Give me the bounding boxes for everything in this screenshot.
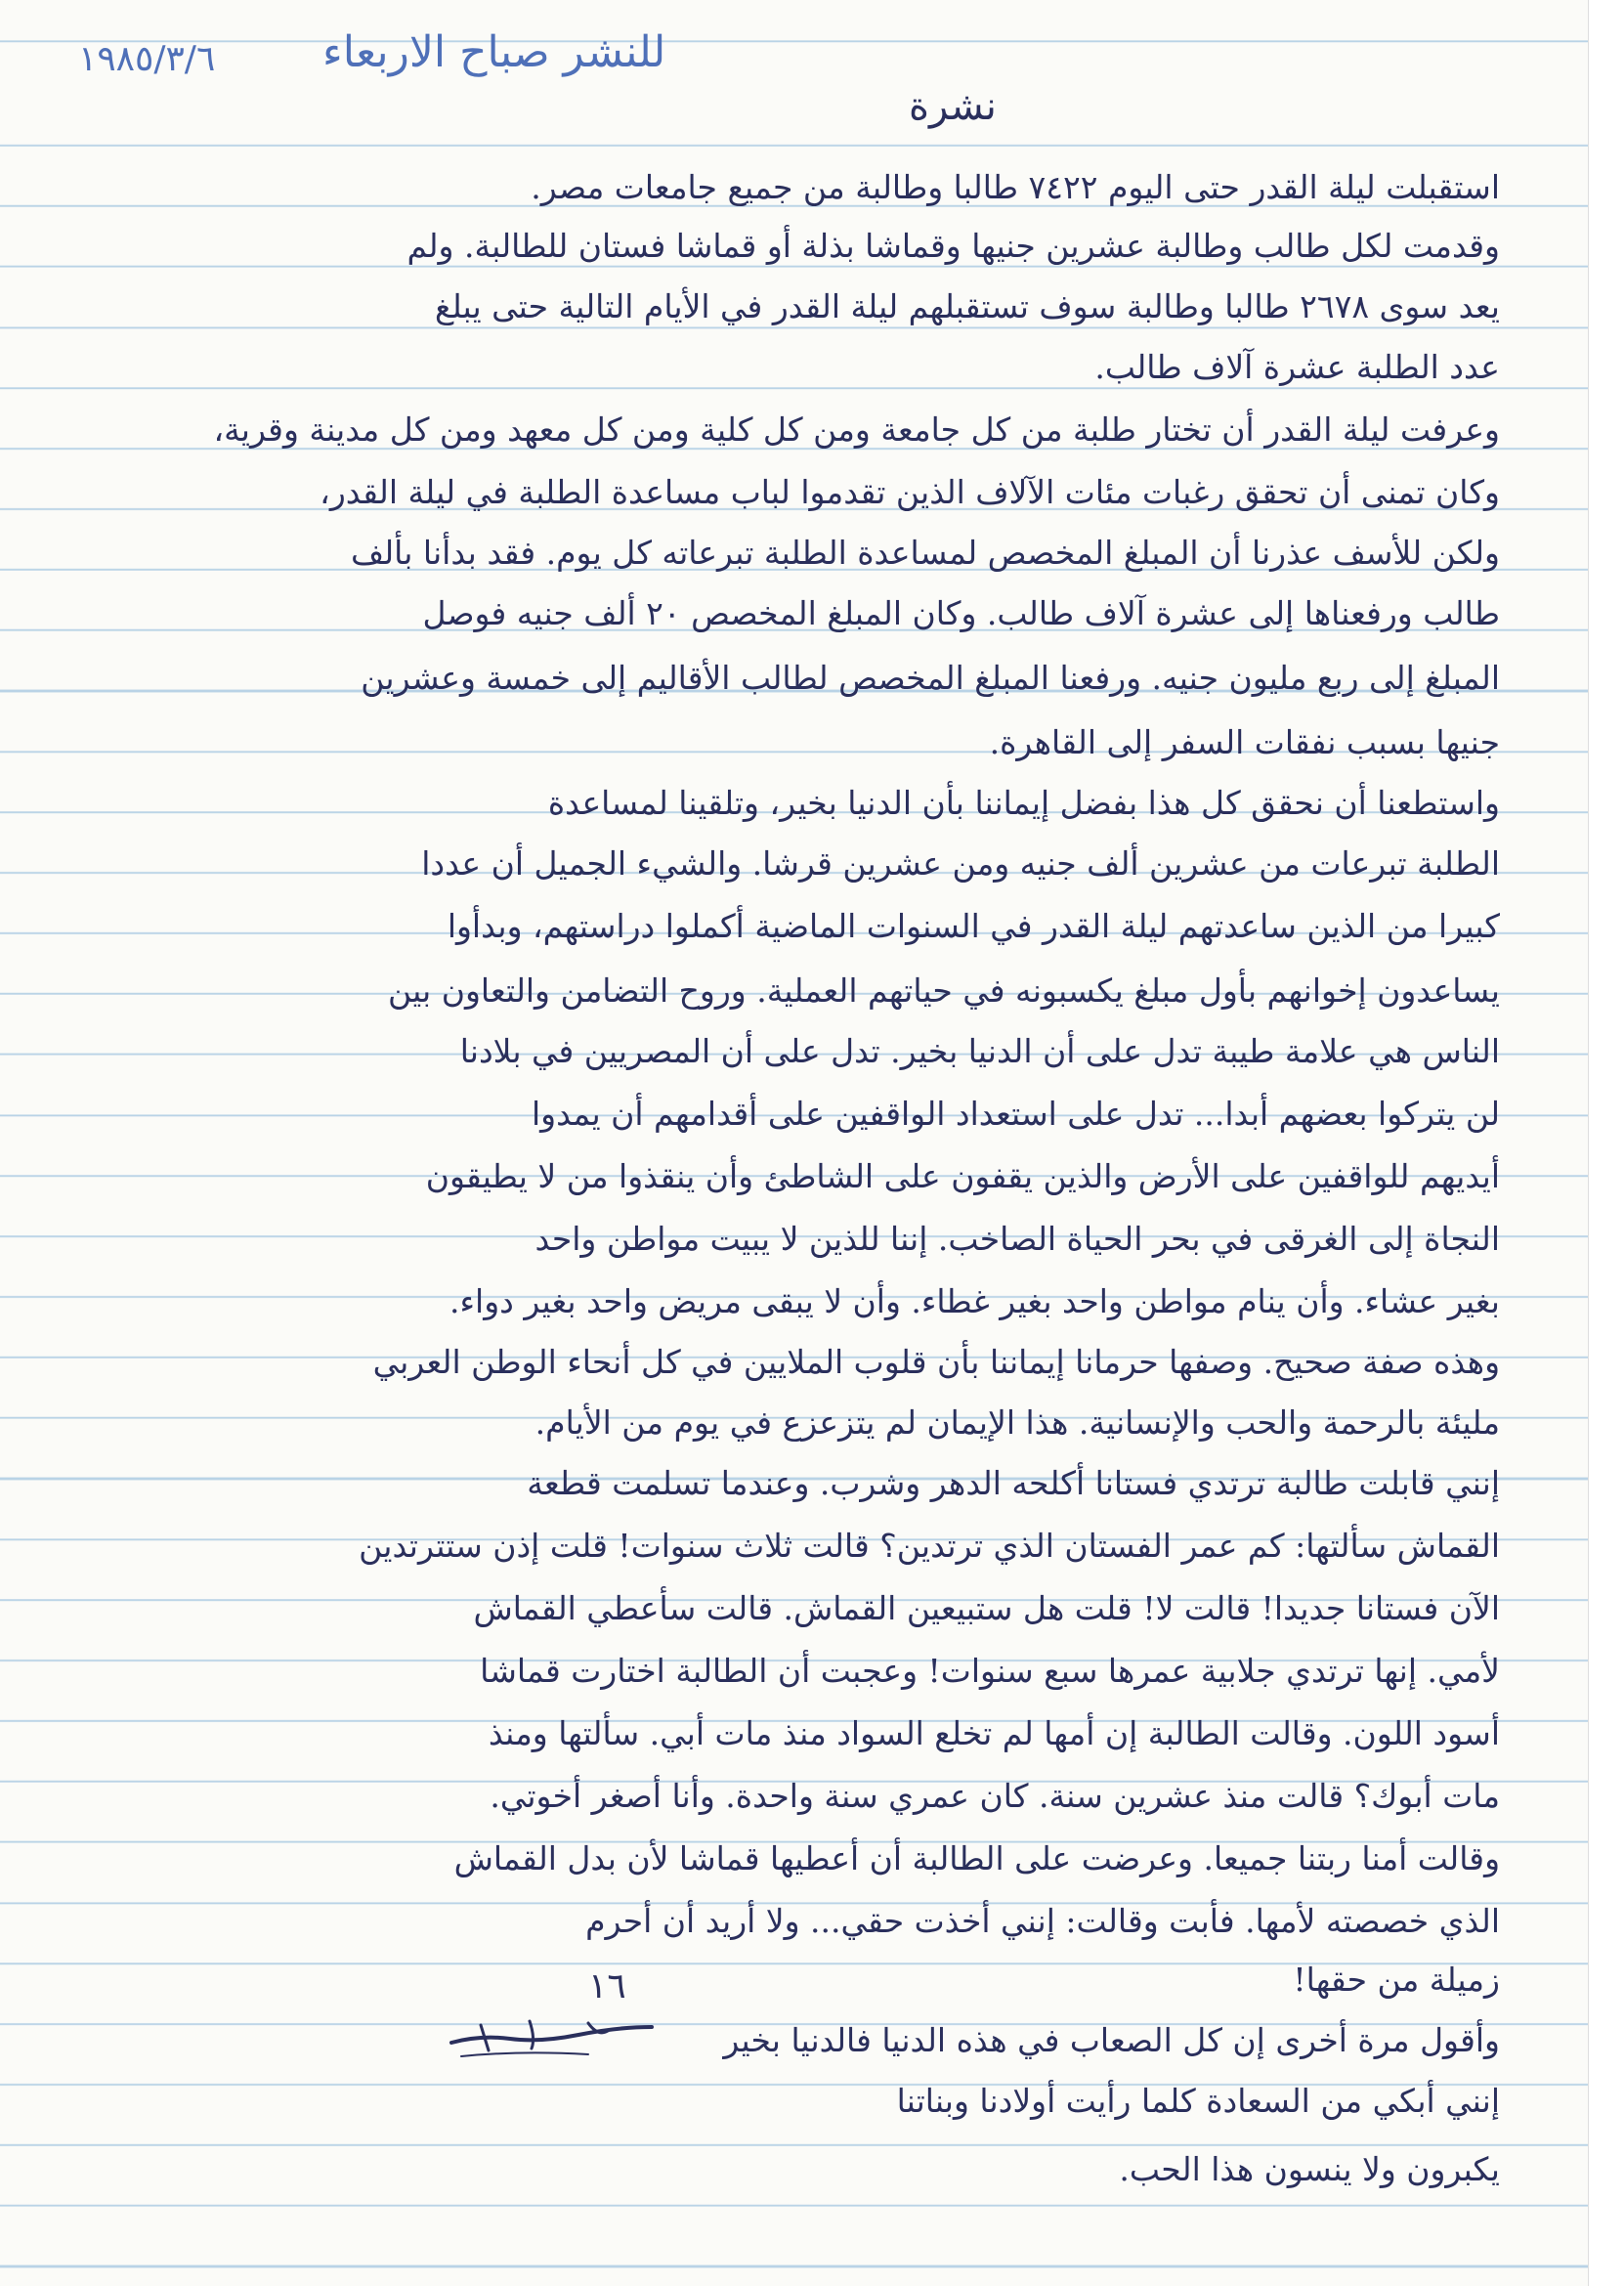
text-line: الناس هي علامة طيبة تدل على أن الدنيا بخير. تدل على أن المصريين في بلادنا	[459, 1032, 1500, 1070]
text-line: وعرفت ليلة القدر أن تختار طلبة من كل جامعة ومن كل كلية ومن كل معهد ومن كل مدينة وقرية،	[213, 410, 1500, 449]
signature-mark: ١٦	[588, 1966, 626, 2006]
text-line: مات أبوك؟ قالت منذ عشرين سنة. كان عمري سنة واحدة. وأنا أصغر أخوتي.	[490, 1777, 1500, 1815]
text-line: وأقول مرة أخرى إن كل الصعاب في هذه الدنيا فالدنيا بخير	[723, 2021, 1500, 2059]
text-line: يساعدون إخوانهم بأول مبلغ يكسبونه في حياتهم العملية. وروح التضامن والتعاون بين	[387, 971, 1500, 1010]
text-line: واستطعنا أن نحقق كل هذا بفضل إيماننا بأن الدنيا بخير، وتلقينا لمساعدة	[547, 784, 1500, 822]
text-line: إنني قابلت طالبة ترتدي فستانا أكلحه الدهر وشرب. وعندما تسلمت قطعة	[527, 1464, 1500, 1502]
text-line: يكبرون ولا ينسون هذا الحب.	[1119, 2150, 1500, 2188]
text-line: وهذه صفة صحيح. وصفها حرمانا إيماننا بأن قلوب الملايين في كل أنحاء الوطن العربي	[372, 1343, 1500, 1381]
text-line: الطلبة تبرعات من عشرين ألف جنيه ومن عشرين قرشا. والشيء الجميل أن عددا	[421, 844, 1500, 883]
text-line: استقبلت ليلة القدر حتى اليوم ٧٤٢٢ طالبا وطالبة من جميع جامعات مصر.	[531, 168, 1500, 206]
signature	[442, 1966, 676, 2064]
header-note: للنشر صباح الاربعاء	[322, 27, 666, 77]
text-line: لن يتركوا بعضهم أبدا... تدل على استعداد الواقفين على أقدامهم أن يمدوا	[531, 1095, 1500, 1133]
text-line: أيديهم للواقفين على الأرض والذين يقفون على الشاطئ وأن ينقذوا من لا يطيقون	[425, 1157, 1500, 1195]
text-line: القماش سألتها: كم عمر الفستان الذي ترتدين؟ قالت ثلاث سنوات! قلت إذن ستترتدين	[359, 1527, 1500, 1565]
text-line: وقدمت لكل طالب وطالبة عشرين جنيها وقماشا بذلة أو قماشا فستان للطالبة. ولم	[406, 227, 1500, 265]
page-edge	[1588, 0, 1624, 2286]
text-line: طالب ورفعناها إلى عشرة آلاف طالب. وكان المبلغ المخصص ٢٠ ألف جنيه فوصل	[422, 594, 1500, 632]
text-line: المبلغ إلى ربع مليون جنيه. ورفعنا المبلغ المخصص لطالب الأقاليم إلى خمسة وعشرين	[361, 659, 1500, 697]
text-line: النجاة إلى الغرقى في بحر الحياة الصاخب. إننا للذين لا يبيت مواطن واحد	[534, 1220, 1500, 1258]
text-line: يعد سوى ٢٦٧٨ طالبا وطالبة سوف تستقبلهم ليلة القدر في الأيام التالية حتى يبلغ	[435, 287, 1500, 325]
text-line: الذي خصصته لأمها. فأبت وقالت: إنني أخذت حقي... ولا أريد أن أحرم	[585, 1902, 1500, 1940]
text-line: كبيرا من الذين ساعدتهم ليلة القدر في السنوات الماضية أكملوا دراستهم، وبدأوا	[447, 907, 1500, 945]
text-line: وكان تمنى أن تحقق رغبات مئات الآلاف الذين تقدموا لباب مساعدة الطلبة في ليلة القدر،	[320, 473, 1500, 511]
text-line: لأمي. إنها ترتدي جلابية عمرها سبع سنوات! وعجبت أن الطالبة اختارت قماشا	[480, 1652, 1500, 1690]
text-line: مليئة بالرحمة والحب والإنسانية. هذا الإيمان لم يتزعزع في يوم من الأيام.	[534, 1403, 1500, 1442]
signature-scribble-icon	[442, 1966, 676, 2064]
text-line: الآن فستانا جديدا! قالت لا! قلت هل ستبيعين القماش. قالت سأعطي القماش	[473, 1589, 1500, 1627]
text-line: ولكن للأسف عذرنا أن المبلغ المخصص لمساعدة الطلبة تبرعاته كل يوم. فقد بدأنا بألف	[350, 534, 1500, 572]
text-line: عدد الطلبة عشرة آلاف طالب.	[1094, 348, 1500, 386]
text-line: بغير عشاء. وأن ينام مواطن واحد بغير غطاء. وأن لا يبقى مريض واحد بغير دواء.	[449, 1282, 1500, 1320]
text-line: أسود اللون. وقالت الطالبة إن أمها لم تخلع السواد منذ مات أبي. سألتها ومنذ	[488, 1714, 1500, 1752]
header-date: ١٩٨٥/٣/٦	[78, 39, 216, 79]
text-line: إنني أبكي من السعادة كلما رأيت أولادنا وبناتنا	[896, 2082, 1500, 2120]
text-line: زميلة من حقها!	[1293, 1961, 1500, 1999]
text-line: جنيها بسبب نفقات السفر إلى القاهرة.	[989, 723, 1500, 761]
text-line: وقالت أمنا ربتنا جميعا. وعرضت على الطالبة أن أعطيها قماشا لأن بدل القماش	[453, 1839, 1500, 1877]
page-title: نشرة	[909, 84, 997, 129]
